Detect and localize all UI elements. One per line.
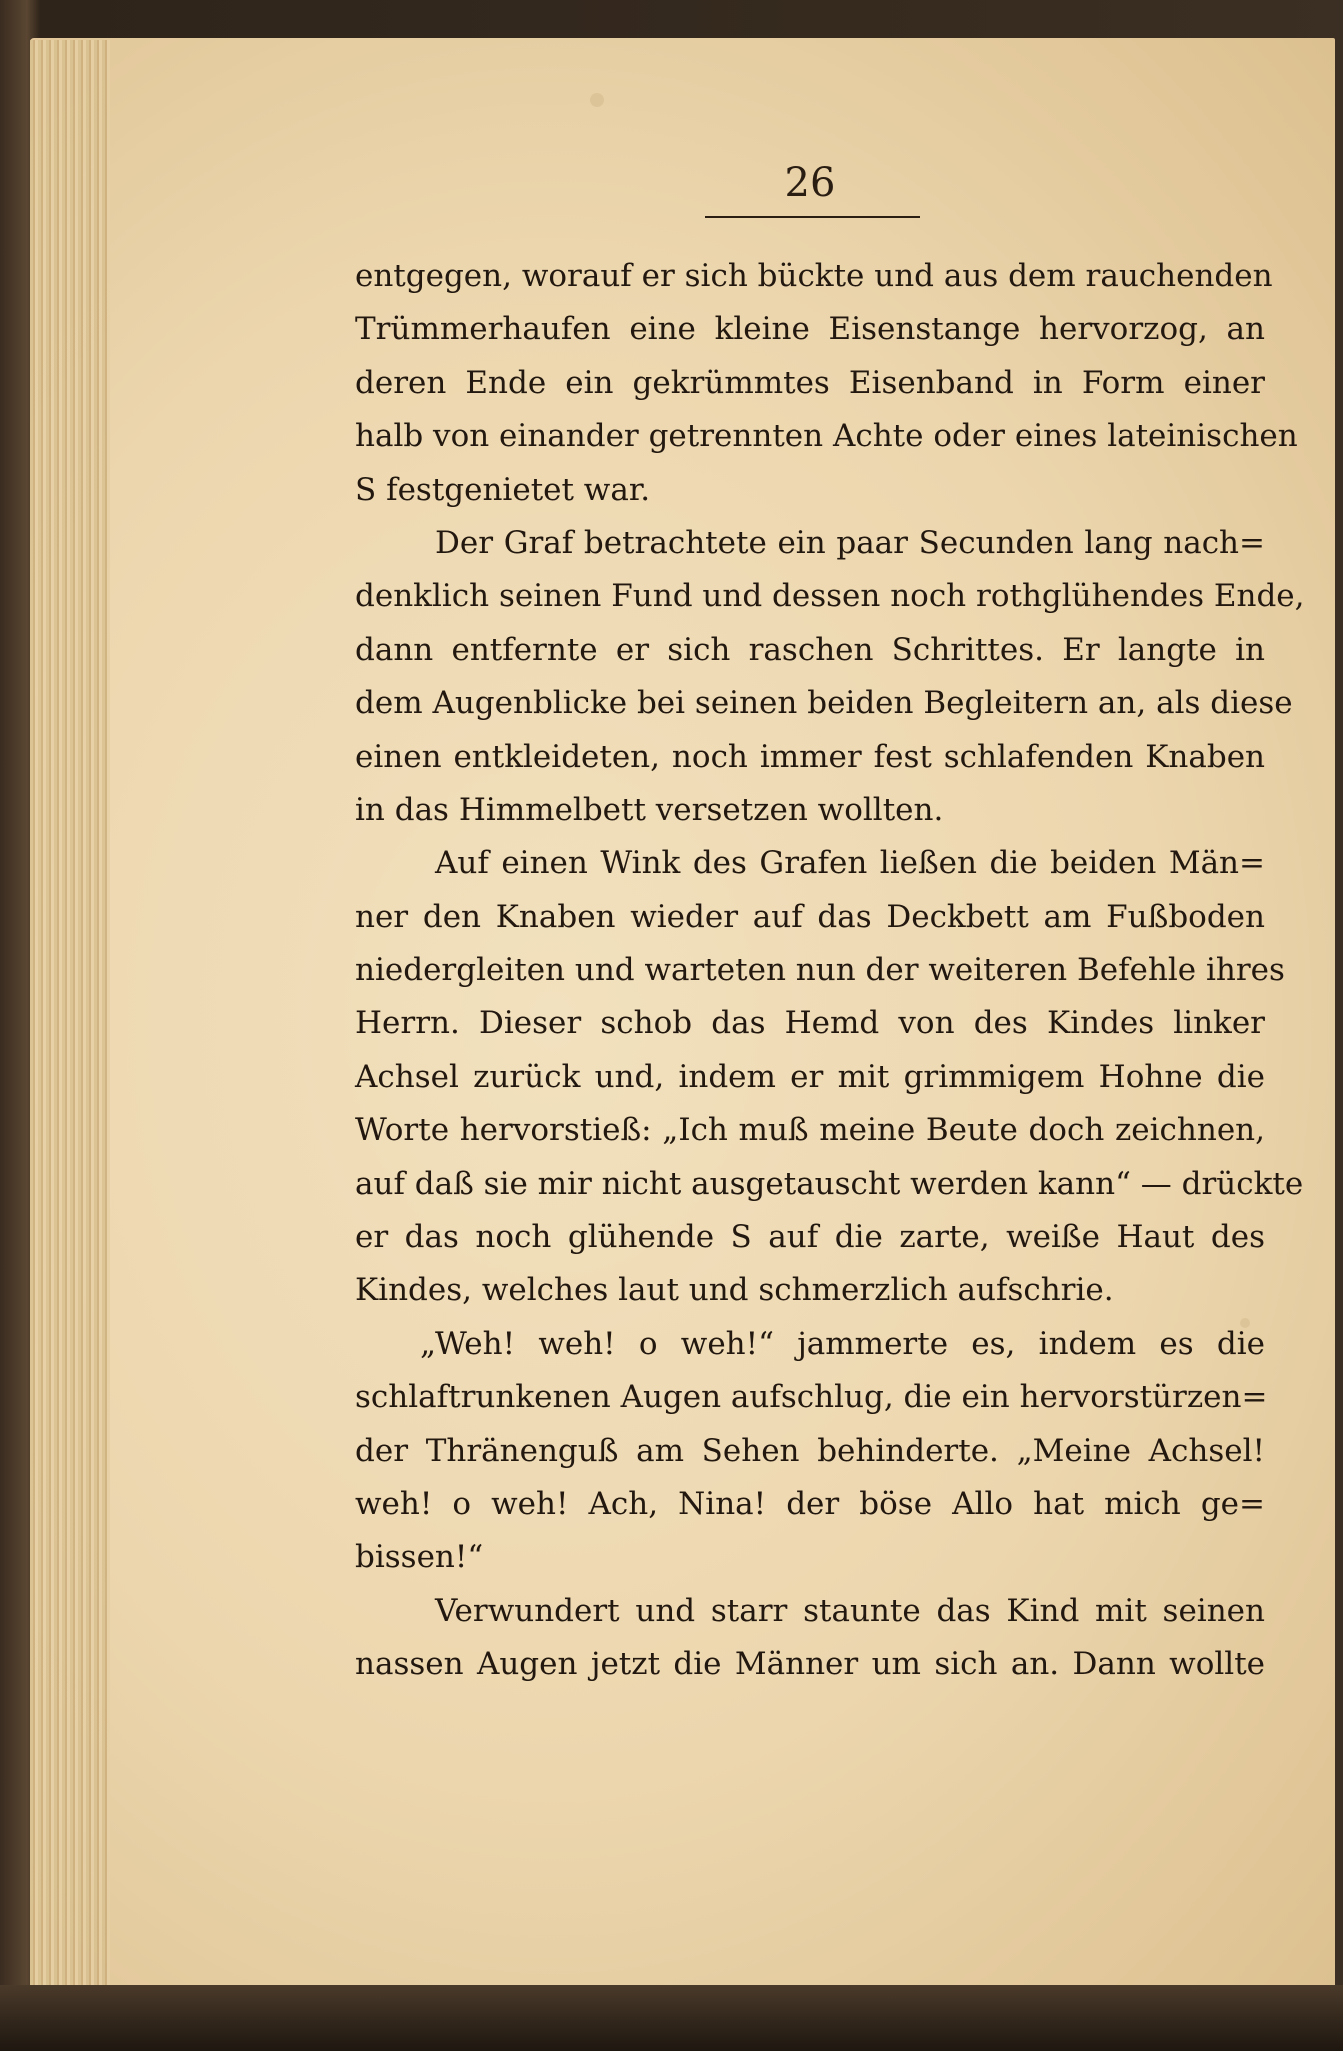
text-line: Der Graf betrachtete ein paar Secunden lang nach= [435,524,1265,561]
body-text [355,250,1305,1692]
text-line: halb von einander getrennten Achte oder eines lateinischen [355,418,1298,455]
text-line: nassen Augen jetzt die Männer um sich an. Dann wollte [355,1646,1265,1683]
text-line: ner den Knaben wieder auf das Deckbett am Fußboden [355,898,1265,935]
page-stack-edges [30,40,110,2000]
text-line: S festgenietet war. [355,471,651,508]
text-line: dann entfernte er sich raschen Schrittes. Er langte in [355,631,1265,668]
text-line: denklich seinen Fund und dessen noch rothglühendes Ende, [355,578,1305,615]
text-line: weh! o weh! Ach, Nina! der böse Allo hat mich ge= [355,1485,1265,1522]
text-line: deren Ende ein gekrümmtes Eisenband in Form einer [355,364,1265,401]
text-line: schlaftrunkenen Augen aufschlug, die ein hervorstürzen= [355,1379,1268,1416]
text-line: er das noch glühende S auf die zarte, weiße Haut des [355,1219,1265,1256]
text-line: Worte hervorstieß: „Ich muß meine Beute doch zeichnen, [355,1112,1265,1149]
text-line: Achsel zurück und, indem er mit grimmigem Hohne die [355,1058,1265,1095]
book-bottom-edge [0,1985,1343,2051]
text-line: der Thränenguß am Sehen behinderte. „Meine Achsel! [355,1432,1265,1469]
text-line: niedergleiten und warteten nun der weiteren Befehle ihres [355,952,1285,989]
text-line: „Weh! weh! o weh!“ jammerte es, indem es die [420,1325,1265,1362]
text-line: bissen!“ [355,1539,484,1576]
text-line: Trümmerhaufen eine kleine Eisenstange hervorzog, an [355,311,1265,348]
text-line: Herrn. Dieser schob das Hemd von des Kindes linker [355,1005,1265,1042]
page-number: 26 [784,160,836,206]
text-line: auf daß sie mir nicht ausgetauscht werden kann“ — drückte [355,1165,1304,1202]
text-line: in das Himmelbett versetzen wollten. [355,791,944,828]
text-line: einen entkleideten, noch immer fest schlafenden Knaben [355,738,1265,775]
text-line: dem Augenblicke bei seinen beiden Begleitern an, als diese [355,685,1293,722]
text-line: entgegen, worauf er sich bückte und aus dem rauchenden [355,258,1273,294]
text-line: Kindes, welches laut und schmerzlich aufschrie. [355,1272,1114,1309]
page-number-rule [705,216,920,218]
text-line: Verwundert und starr staunte das Kind mit seinen [435,1592,1265,1629]
text-line: Auf einen Wink des Grafen ließen die beiden Män= [435,845,1265,882]
page-stain [590,93,604,107]
